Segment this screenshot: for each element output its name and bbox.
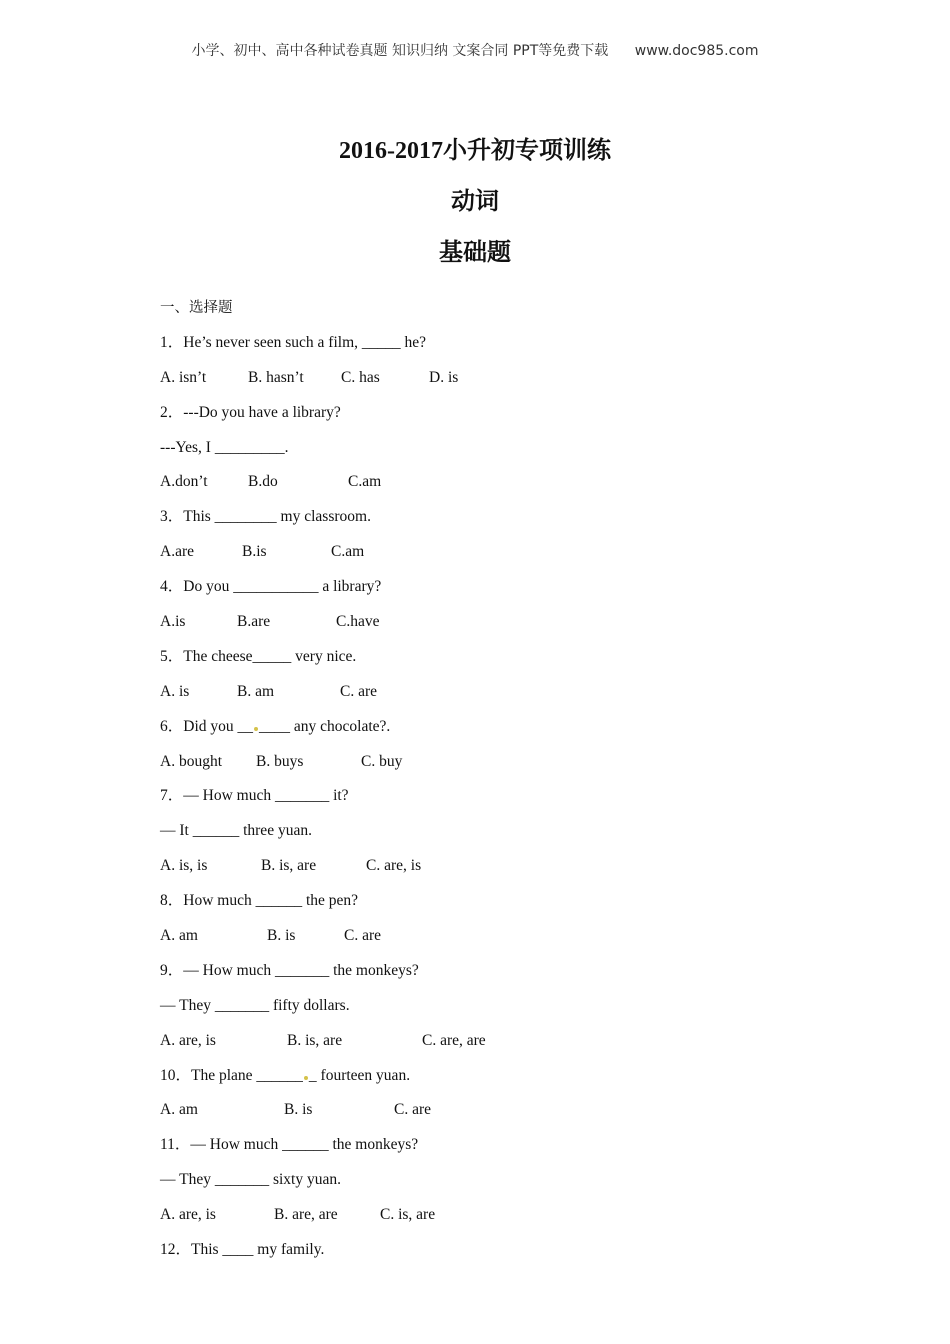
question-5: 5．The cheese_____ very nice. <box>160 647 357 665</box>
options-8 <box>160 923 860 958</box>
question-list <box>160 295 860 1272</box>
option-a: A. isn’t <box>160 368 207 386</box>
question-10-end: _ fourteen yuan. <box>308 1066 411 1084</box>
highlight-mark <box>254 727 258 731</box>
option-c: C. are <box>340 682 378 700</box>
option-b: B.do <box>248 473 278 491</box>
option-a: A. are, is <box>160 1206 216 1224</box>
question-3: 3．This ________ my classroom. <box>160 508 371 526</box>
option-a: A.is <box>160 613 186 631</box>
question-7-answer: — It ______ three yuan. <box>160 822 312 840</box>
option-a: A. am <box>160 1101 198 1119</box>
question-1: 1．He’s never seen such a film, _____ he? <box>160 333 427 351</box>
option-d: D. is <box>429 368 459 386</box>
option-a: A.are <box>160 543 194 561</box>
option-b: B.is <box>242 543 267 561</box>
page-subtitle: 动词 <box>451 189 499 215</box>
option-b: B. are, are <box>274 1206 338 1224</box>
question-11: 11．— How much ______ the monkeys? <box>160 1136 419 1154</box>
option-c: C. is, are <box>380 1206 436 1224</box>
option-c: C. are <box>344 927 382 945</box>
question-6-end: ____ any chocolate?. <box>259 717 391 735</box>
option-b: B.are <box>237 613 271 631</box>
options-1 <box>160 365 860 400</box>
option-c: C. are <box>394 1101 432 1119</box>
option-c: C. are, is <box>366 857 422 875</box>
option-b: B. hasn’t <box>248 368 304 386</box>
question-8: 8．How much ______ the pen? <box>160 892 359 910</box>
question-12: 12．This ____ my family. <box>160 1241 325 1259</box>
option-c: C. buy <box>361 752 403 770</box>
options-10 <box>160 1097 860 1132</box>
options-9 <box>160 1028 860 1063</box>
option-b: B. is, are <box>261 857 317 875</box>
question-2: 2．---Do you have a library? <box>160 403 341 421</box>
header-text: 小学、初中、高中各种试卷真题 知识归纳 文案合同 PPT等免费下载 <box>191 43 609 59</box>
question-9: 9．— How much _______ the monkeys? <box>160 961 419 979</box>
option-b: B. am <box>237 682 275 700</box>
question-2-answer: ---Yes, I _________. <box>160 438 289 456</box>
option-b: B. buys <box>256 752 304 770</box>
option-a: A. is <box>160 682 190 700</box>
option-b: B. is <box>284 1101 313 1119</box>
question-9-answer: — They _______ fifty dollars. <box>160 996 350 1014</box>
question-6-start: 6．Did you __ <box>160 717 254 735</box>
page-header <box>0 40 950 60</box>
question-4: 4．Do you ___________ a library? <box>160 578 382 596</box>
question-6 <box>160 714 860 749</box>
question-7: 7．— How much _______ it? <box>160 787 349 805</box>
option-b: B. is, are <box>287 1031 343 1049</box>
question-10 <box>160 1063 860 1098</box>
highlight-mark <box>304 1076 308 1080</box>
question-11-answer: — They _______ sixty yuan. <box>160 1171 341 1189</box>
page-title: 2016-2017小升初专项训练 <box>339 138 611 164</box>
options-2 <box>160 469 860 504</box>
option-a: A. am <box>160 927 198 945</box>
option-c: C.am <box>331 543 365 561</box>
option-a: A. are, is <box>160 1031 216 1049</box>
option-a: A. bought <box>160 752 222 770</box>
options-3 <box>160 539 860 574</box>
header-site-link[interactable]: www.doc985.com <box>634 43 759 59</box>
section-heading: 一、选择题 <box>160 300 233 316</box>
question-10-start: 10．The plane ______ <box>160 1066 303 1084</box>
options-7 <box>160 853 860 888</box>
option-a: A. is, is <box>160 857 208 875</box>
option-c: C. are, are <box>422 1031 486 1049</box>
option-c: C. has <box>341 368 380 386</box>
option-b: B. is <box>267 927 296 945</box>
option-c: C.am <box>348 473 382 491</box>
option-a: A.don’t <box>160 473 208 491</box>
options-11 <box>160 1202 860 1237</box>
options-4 <box>160 609 860 644</box>
options-6 <box>160 749 860 784</box>
option-c: C.have <box>336 613 380 631</box>
page-level-title: 基础题 <box>439 240 511 266</box>
options-5 <box>160 679 860 714</box>
